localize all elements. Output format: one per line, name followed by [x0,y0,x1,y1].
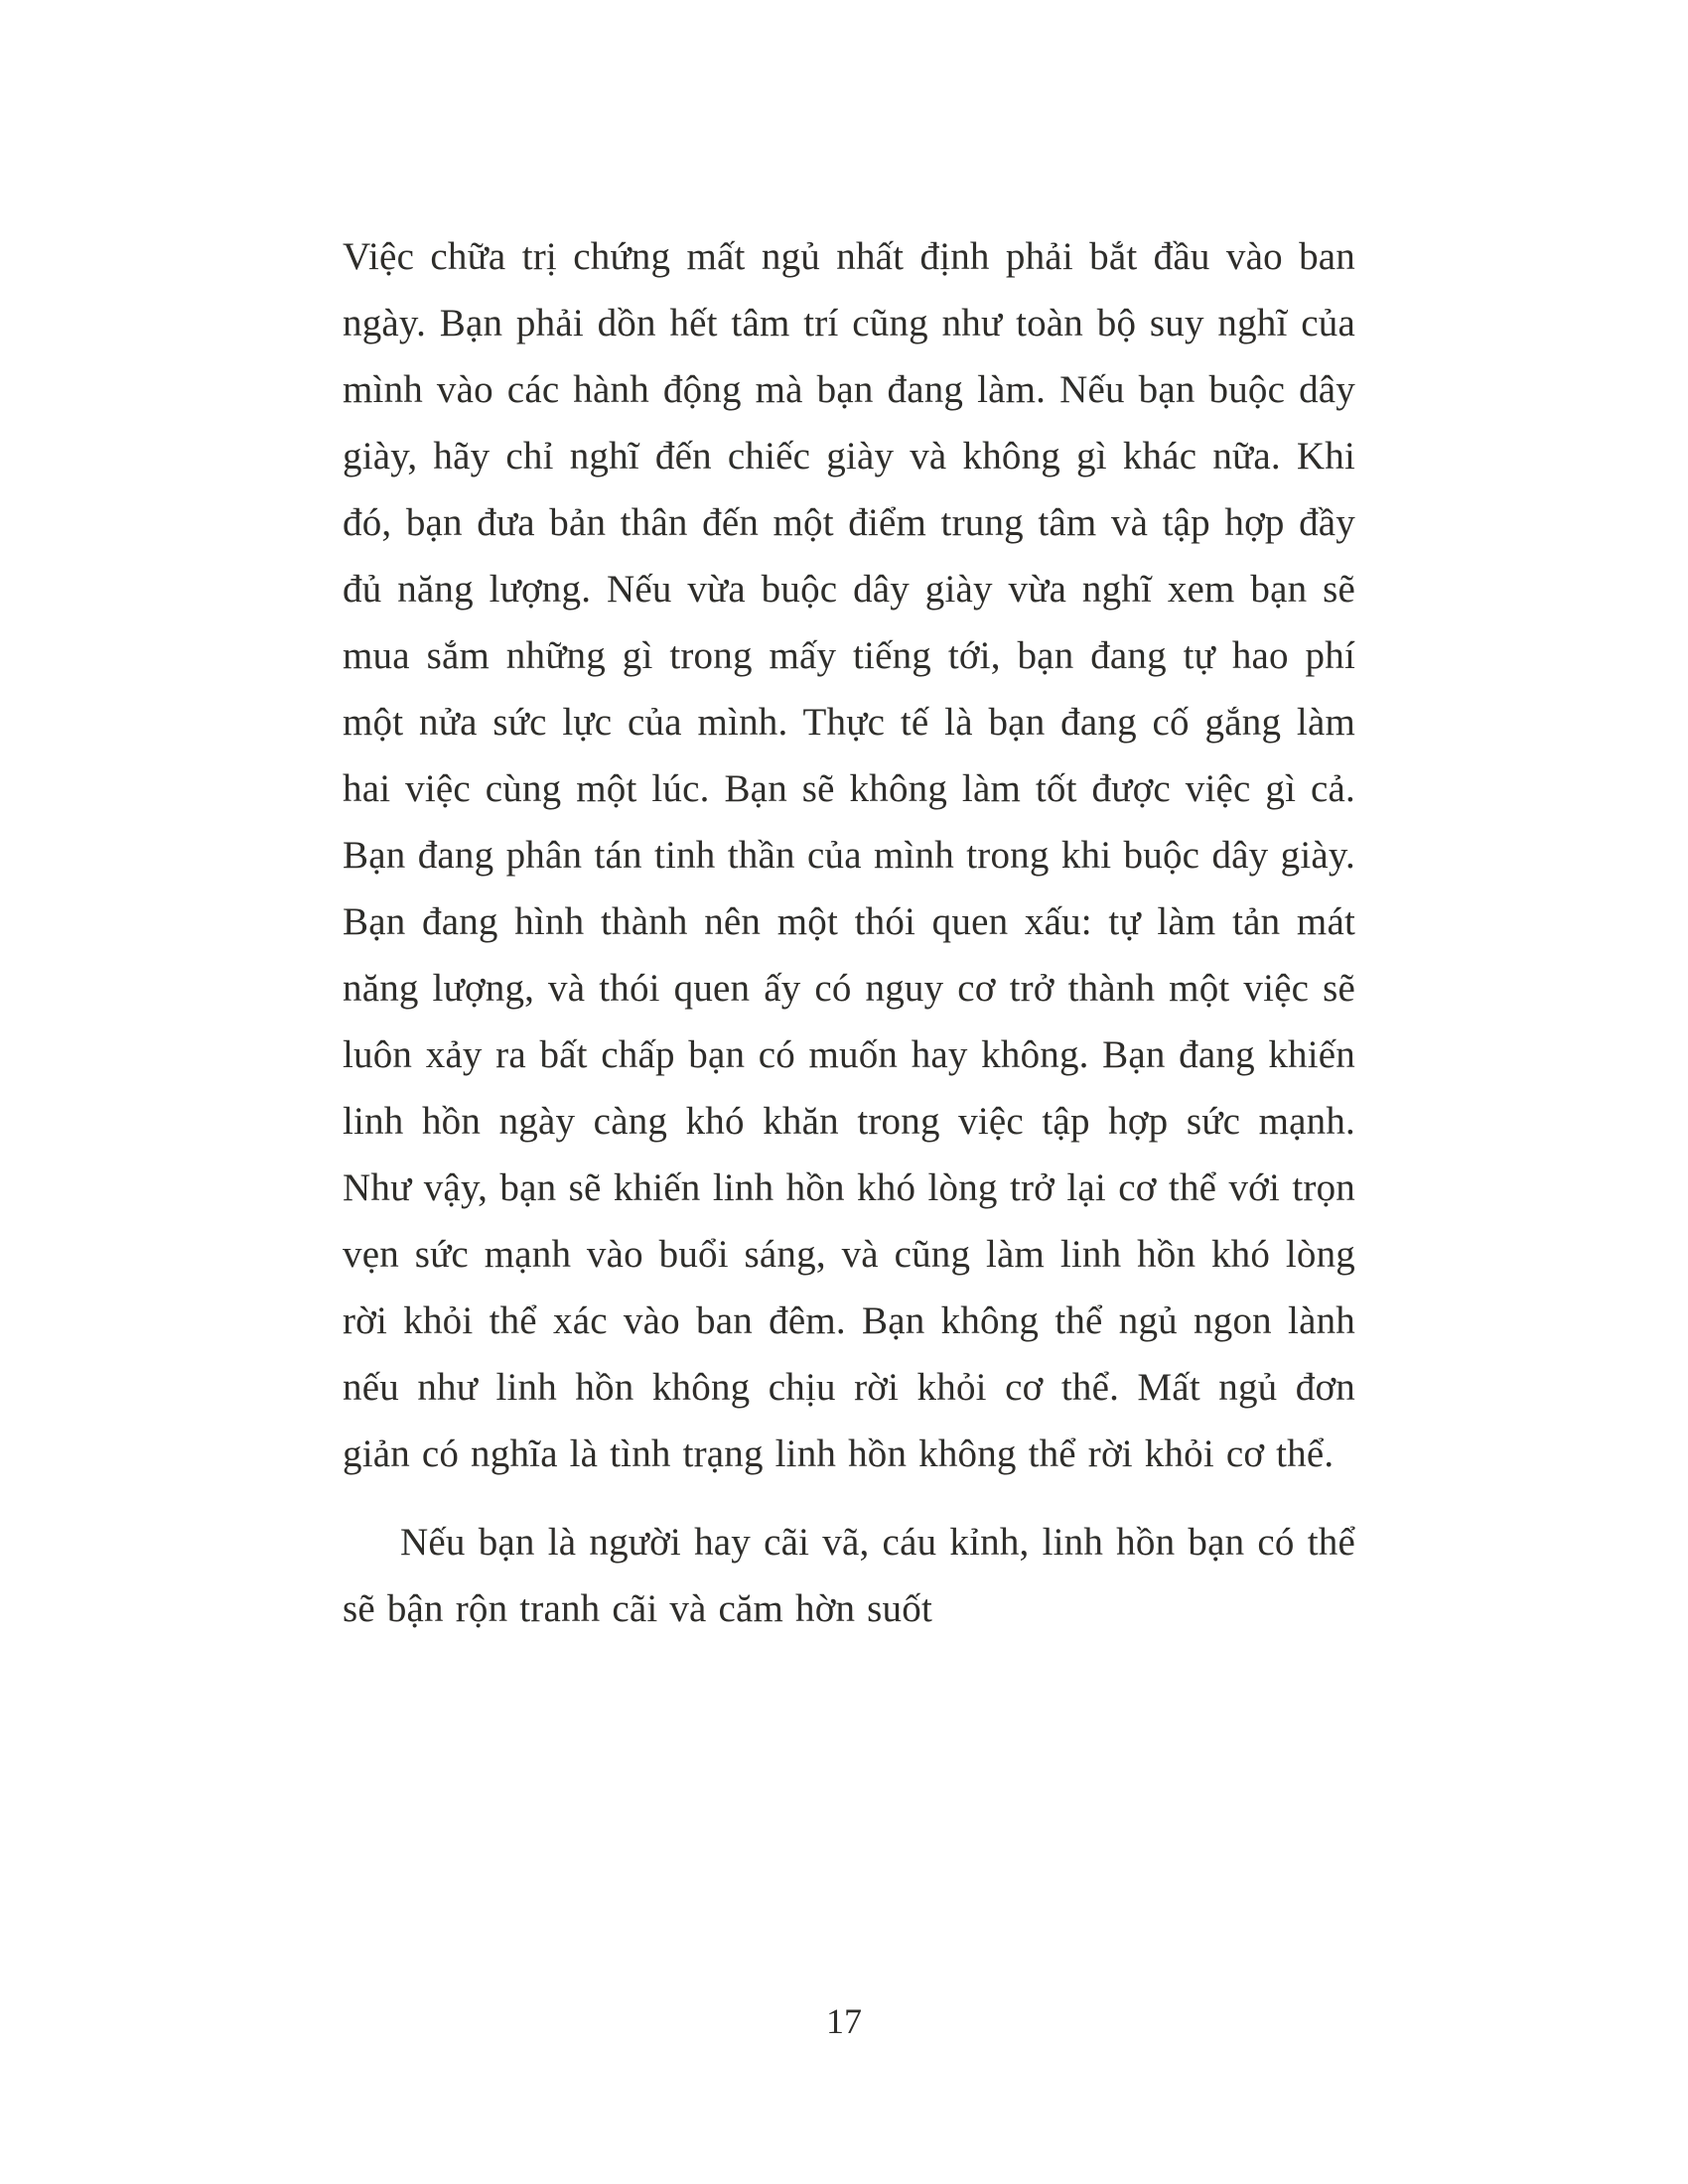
paragraph-1: Việc chữa trị chứng mất ngủ nhất định phải bắt đầu vào ban ngày. Bạn phải dồn hết tâm trí cũng như toàn bộ suy nghĩ của mình vào các hành động mà bạn đang làm. Nếu bạn buộc dây giày, hãy chỉ nghĩ đến chiếc giày và không gì khác nữa. Khi đó, bạn đưa bản thân đến một điểm trung tâm và tập hợp đầy đủ năng lượng. Nếu vừa buộc dây giày vừa nghĩ xem bạn sẽ mua sắm những gì trong mấy tiếng tới, bạn đang tự hao phí một nửa sức lực của mình. Thực tế là bạn đang cố gắng làm hai việc cùng một lúc. Bạn sẽ không làm tốt được việc gì cả. Bạn đang phân tán tinh thần của mình trong khi buộc dây giày. Bạn đang hình thành nên một thói quen xấu: tự làm tản mát năng lượng, và thói quen ấy có nguy cơ trở thành một việc sẽ luôn xảy ra bất chấp bạn có muốn hay không. Bạn đang khiến linh hồn ngày càng khó khăn trong việc tập hợp sức mạnh. Như vậy, bạn sẽ khiến linh hồn khó lòng trở lại cơ thể với trọn vẹn sức mạnh vào buổi sáng, và cũng làm linh hồn khó lòng rời khỏi thể xác vào ban đêm. Bạn không thể ngủ ngon lành nếu như linh hồn không chịu rời khỏi cơ thể. Mất ngủ đơn giản có nghĩa là tình trạng linh hồn không thể rời khỏi cơ thể. [343,235,1355,1475]
page-number: 17 [826,2001,862,2041]
text-block [343,223,1355,1642]
paragraph-2: Nếu bạn là người hay cãi vã, cáu kỉnh, linh hồn bạn có thể sẽ bận rộn tranh cãi và căm hờn suốt [343,1521,1355,1630]
